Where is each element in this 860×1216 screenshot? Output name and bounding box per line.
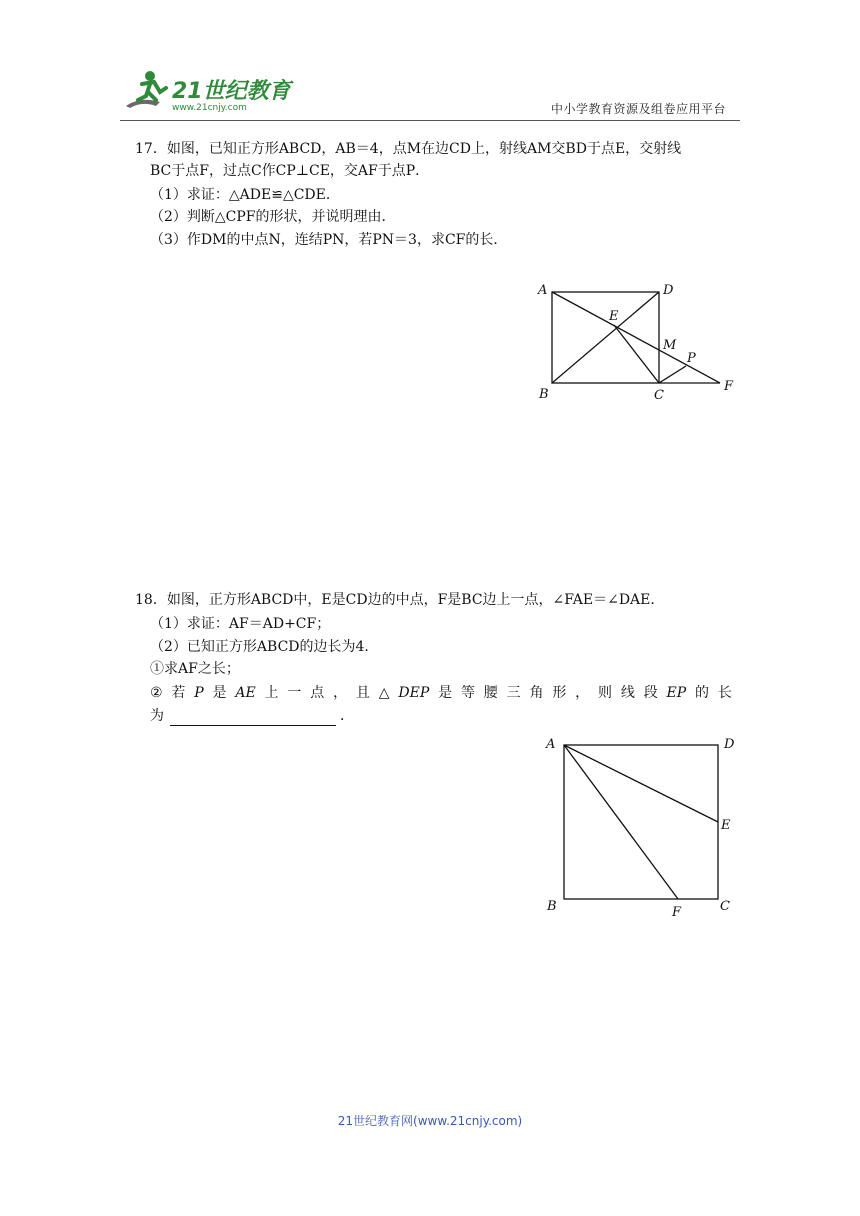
q18-line1: 18．如图，正方形ABCD中，E是CD边的中点，F是BC边上一点，∠FAE＝∠DAE． — [135, 592, 665, 608]
q17-line2: BC于点F，过点C作CP⊥CE，交AF于点P． — [150, 163, 430, 179]
q18-label-F: F — [672, 905, 682, 920]
q17-sub3: （3）作DM的中点N，连结PN，若PN＝3，求CF的长． — [150, 232, 508, 248]
q17-label-E: E — [609, 309, 619, 324]
q18-sub2-part1: ①求AF之长； — [150, 661, 240, 677]
q17-line1: 17．如图，已知正方形ABCD，AB＝4，点M在边CD上，射线AM交BD于点E，交射线 — [135, 141, 682, 157]
q17-label-F: F — [724, 379, 734, 394]
q18-answer-line: 为 ． — [150, 708, 354, 724]
q18-sub1: （1）求证：AF＝AD+CF； — [150, 616, 331, 632]
q17-sub1: （1）求证：△ADE≌△CDE． — [150, 187, 340, 203]
q18-label-B: B — [547, 899, 557, 914]
q17-label-A: A — [538, 283, 548, 298]
site-logo — [120, 66, 300, 116]
answer-blank[interactable] — [170, 711, 336, 726]
header-slogan: 中小学教育资源及组卷应用平台 — [550, 102, 726, 116]
q17-sub2: （2）判断△CPF的形状，并说明理由． — [150, 209, 396, 225]
q17-label-C: C — [654, 388, 664, 403]
page-header — [120, 64, 740, 121]
q18-label-C: C — [720, 899, 730, 914]
q18-sub2: （2）已知正方形ABCD的边长为4． — [150, 639, 379, 655]
q18-figure — [540, 733, 740, 923]
q17-label-M: M — [663, 338, 677, 353]
page-footer[interactable]: 21世纪教育网(www.21cnjy.com) — [337, 1114, 523, 1128]
q18-label-A: A — [546, 737, 556, 752]
q17-label-B: B — [539, 387, 549, 402]
q18-label-E: E — [721, 818, 731, 833]
q18-sub2-part2: ② 若 P 是 AE 上 一 点 ， 且 △ DEP 是 等 腰 三 角 形 ， 则 线 段 EP 的 长 — [150, 685, 732, 701]
q18-label-D: D — [724, 737, 735, 752]
logo-text: 21世纪教育 — [172, 79, 291, 104]
q17-label-D: D — [663, 283, 674, 298]
q17-figure — [534, 278, 740, 404]
logo-url: www.21cnjy.com — [172, 103, 247, 113]
q17-label-P: P — [687, 351, 696, 366]
